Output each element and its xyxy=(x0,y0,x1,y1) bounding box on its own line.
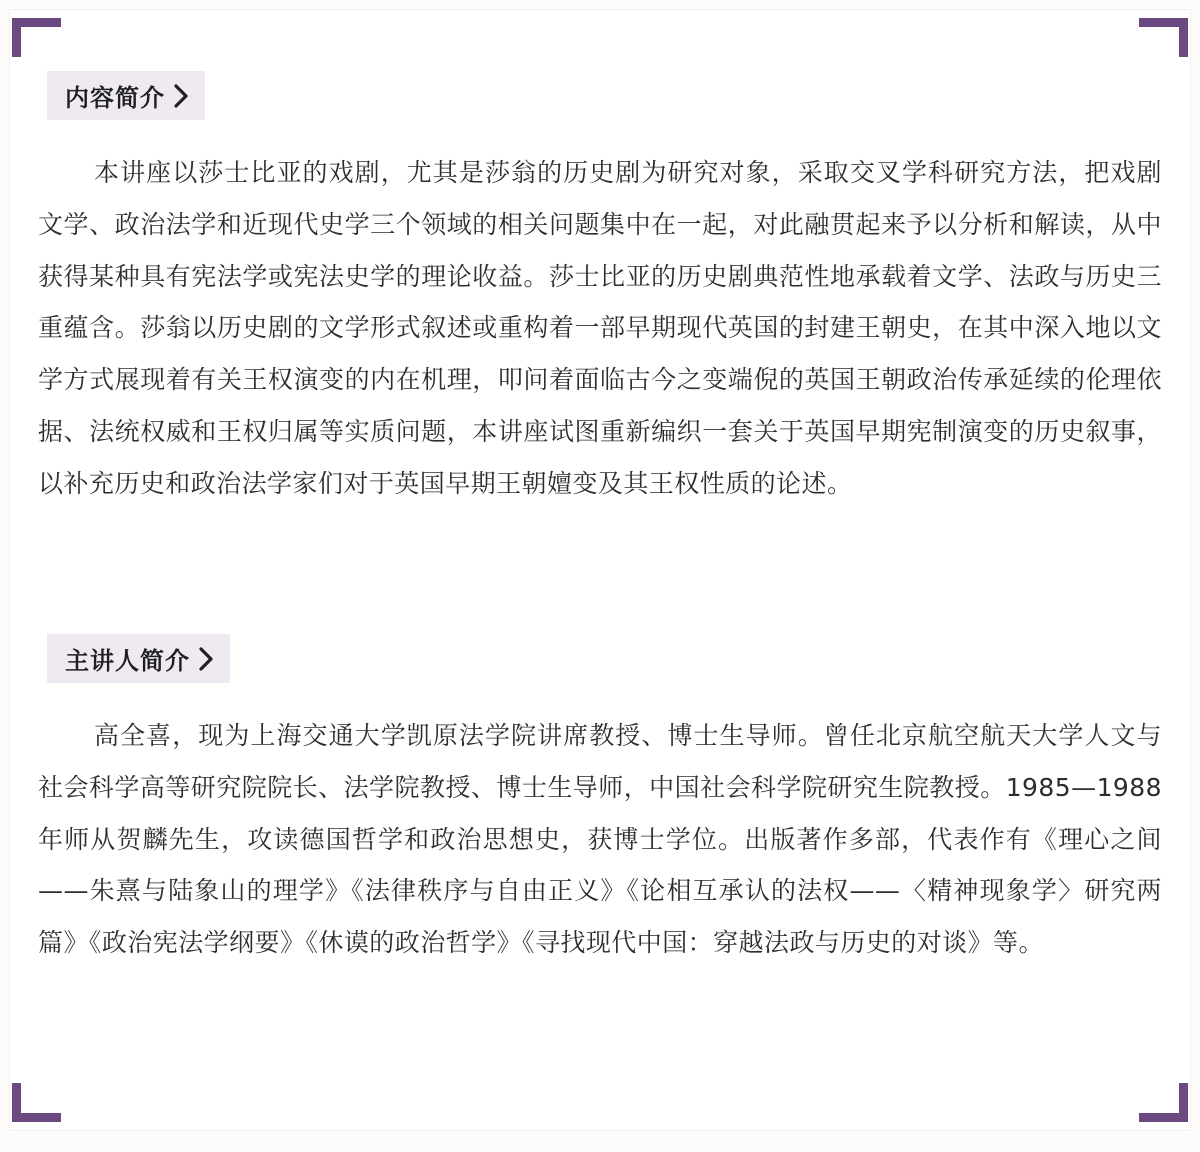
intro-section-header xyxy=(47,71,205,120)
intro-heading: 内容简介 xyxy=(65,84,165,112)
chevron-right-icon xyxy=(198,646,214,672)
intro-paragraph: 本讲座以莎士比亚的戏剧，尤其是莎翁的历史剧为研究对象，采取交叉学科研究方法，把戏剧文学、政治法学和近现代史学三个领域的相关问题集中在一起，对此融贯起来予以分析和解读，从中获得某种具有宪法学或宪法史学的理论收益。莎士比亚的历史剧典范性地承载着文学、法政与历史三重蕴含。莎翁以历史剧的文学形式叙述或重构着一部早期现代英国的封建王朝史，在其中深入地以文学方式展现着有关王权演变的内在机理，叩问着面临古今之变端倪的英国王朝政治传承延续的伦理依据、法统权威和王权归属等实质问题，本讲座试图重新编织一套关于英国早期宪制演变的历史叙事，以补充历史和政治法学家们对于英国早期王朝嬗变及其王权性质的论述。 xyxy=(38,158,1162,498)
corner-bracket-top-left xyxy=(12,18,61,57)
corner-bracket-top-right xyxy=(1139,18,1188,57)
speaker-paragraph: 高全喜，现为上海交通大学凯原法学院讲席教授、博士生导师。曾任北京航空航天大学人文与社会科学高等研究院院长、法学院教授、博士生导师，中国社会科学院研究生院教授。1985—1988年师从贺麟先生，攻读德国哲学和政治思想史，获博士学位。出版著作多部，代表作有《理心之间——朱熹与陆象山的理学》《法律秩序与自由正义》《论相互承认的法权——〈精神现象学〉研究两篇》《政治宪法学纲要》《休谟的政治哲学》《寻找现代中国：穿越法政与历史的对谈》等。 xyxy=(38,721,1162,958)
corner-bracket-bottom-right xyxy=(1139,1083,1188,1122)
corner-bracket-bottom-left xyxy=(12,1083,61,1122)
speaker-heading: 主讲人简介 xyxy=(65,647,190,675)
speaker-section-header xyxy=(47,634,230,683)
chevron-right-icon xyxy=(173,83,189,109)
